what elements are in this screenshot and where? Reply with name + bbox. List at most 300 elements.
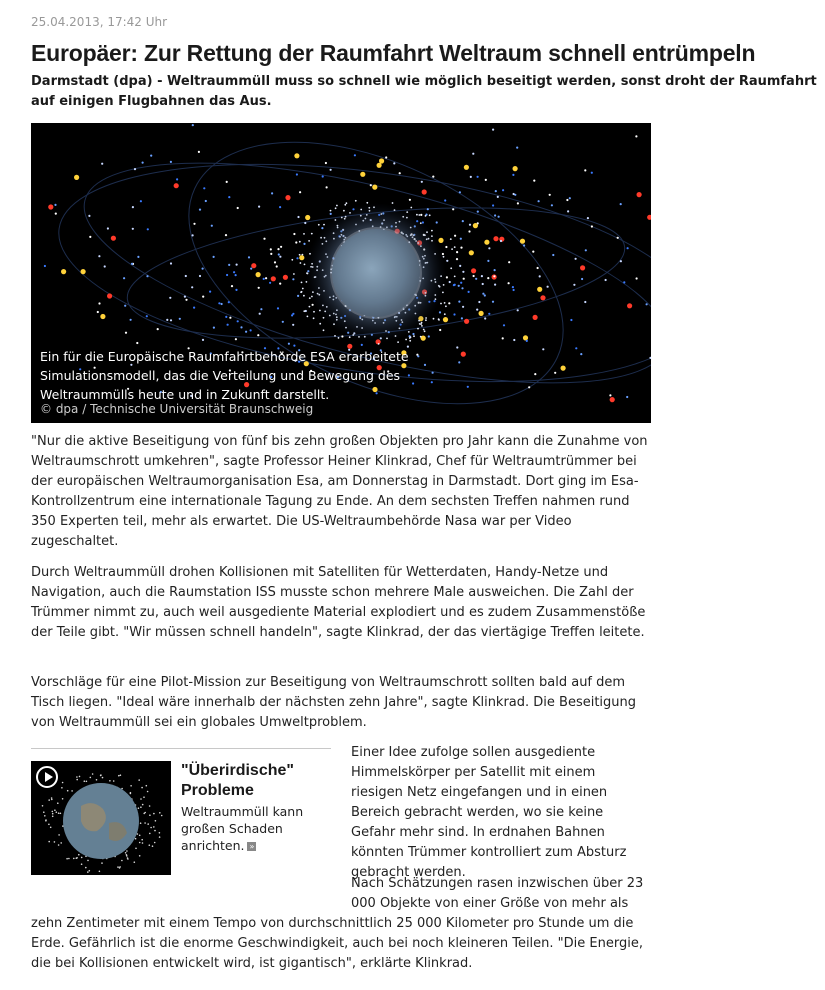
debris-dot bbox=[225, 316, 227, 318]
debris-dot bbox=[85, 867, 87, 869]
debris-dot bbox=[481, 275, 483, 277]
debris-dot bbox=[456, 346, 458, 348]
debris-dot bbox=[487, 260, 489, 262]
debris-dot bbox=[461, 352, 466, 357]
debris-dot bbox=[469, 250, 474, 255]
debris-dot bbox=[372, 185, 377, 190]
debris-dot bbox=[102, 777, 104, 779]
debris-dot bbox=[575, 347, 577, 349]
debris-dot bbox=[111, 236, 116, 241]
debris-dot bbox=[159, 832, 161, 834]
debris-dot bbox=[154, 842, 156, 844]
article-date: 25.04.2013, 17:42 Uhr bbox=[31, 15, 168, 29]
play-icon[interactable] bbox=[36, 766, 58, 788]
debris-dot bbox=[300, 262, 302, 264]
debris-dot bbox=[135, 848, 137, 850]
debris-dot bbox=[461, 317, 463, 319]
debris-dot bbox=[296, 257, 298, 259]
debris-dot bbox=[142, 804, 144, 806]
debris-dot bbox=[392, 202, 394, 204]
debris-dot bbox=[78, 854, 80, 856]
debris-dot bbox=[291, 314, 293, 316]
debris-dot bbox=[533, 180, 535, 182]
debris-dot bbox=[444, 302, 446, 304]
debris-dot bbox=[134, 168, 136, 170]
debris-dot bbox=[591, 172, 593, 174]
debris-dot bbox=[101, 163, 103, 165]
debris-dot bbox=[540, 295, 545, 300]
debris-dot bbox=[636, 277, 638, 279]
debris-dot bbox=[570, 319, 572, 321]
debris-dot bbox=[127, 858, 129, 860]
debris-dot bbox=[502, 189, 504, 191]
debris-dot bbox=[427, 208, 429, 210]
debris-dot bbox=[526, 340, 528, 342]
debris-dot bbox=[323, 224, 325, 226]
debris-dot bbox=[494, 269, 496, 271]
debris-dot bbox=[438, 238, 443, 243]
debris-dot bbox=[581, 278, 583, 280]
debris-dot bbox=[326, 186, 328, 188]
debris-dot bbox=[81, 863, 83, 865]
debris-dot bbox=[159, 836, 161, 838]
debris-dot bbox=[585, 249, 587, 251]
debris-dot bbox=[193, 223, 195, 225]
debris-dot bbox=[295, 241, 297, 243]
debris-dot bbox=[418, 214, 420, 216]
debris-dot bbox=[421, 181, 423, 183]
debris-dot bbox=[393, 162, 395, 164]
debris-dot bbox=[646, 303, 648, 305]
debris-dot bbox=[185, 299, 187, 301]
debris-dot bbox=[323, 329, 325, 331]
debris-dot bbox=[51, 799, 53, 801]
image-credit: © dpa / Technische Universität Braunschweig bbox=[40, 402, 314, 416]
debris-dot bbox=[516, 147, 518, 149]
debris-dot bbox=[477, 176, 479, 178]
debris-dot bbox=[444, 199, 446, 201]
debris-dot bbox=[304, 264, 306, 266]
debris-dot bbox=[43, 811, 45, 813]
debris-dot bbox=[120, 774, 122, 776]
debris-dot bbox=[170, 161, 172, 163]
debris-dot bbox=[81, 857, 83, 859]
debris-dot bbox=[469, 224, 471, 226]
debris-dot bbox=[121, 860, 123, 862]
article-paragraph-continued: zehn Zentimeter mit einem Tempo von durchschnittlich 25 000 Kilometer pro Stunde um die Erde. Gefährlich ist die enorme Geschwindigkeit, auch bei noch kleineren Teilen. "Die Energie, die bei Kollisionen entwickelt wird, ist gigantisch", erklärte Klinkrad. bbox=[31, 916, 643, 971]
debris-dot bbox=[62, 798, 64, 800]
debris-dot bbox=[551, 204, 553, 206]
debris-dot bbox=[52, 816, 54, 818]
debris-dot bbox=[213, 327, 215, 329]
debris-dot bbox=[454, 235, 456, 237]
debris-dot bbox=[307, 316, 309, 318]
debris-dot bbox=[245, 331, 247, 333]
debris-dot bbox=[464, 165, 469, 170]
debris-dot bbox=[299, 254, 301, 256]
debris-dot bbox=[520, 239, 525, 244]
image-caption: Ein für die Europäische Raumfahrtbehörde ESA erarbeitete Simulationsmodell, das die Verteilung und Bewegung des Weltraummülls heute und in Zukunft darstellt. bbox=[40, 349, 409, 402]
debris-dot bbox=[462, 306, 464, 308]
debris-dot bbox=[534, 373, 536, 375]
debris-dot bbox=[537, 287, 542, 292]
debris-dot bbox=[199, 275, 201, 277]
debris-dot bbox=[458, 301, 460, 303]
debris-dot bbox=[301, 291, 303, 293]
debris-dot bbox=[237, 320, 239, 322]
debris-dot bbox=[399, 172, 401, 174]
debris-dot bbox=[126, 850, 128, 852]
video-teaser-thumbnail[interactable] bbox=[31, 761, 171, 875]
debris-dot bbox=[336, 205, 338, 207]
debris-dot bbox=[279, 283, 281, 285]
debris-dot bbox=[73, 858, 75, 860]
debris-dot bbox=[60, 842, 62, 844]
debris-dot bbox=[99, 871, 101, 873]
debris-dot bbox=[66, 858, 68, 860]
debris-dot bbox=[227, 324, 229, 326]
debris-dot bbox=[432, 176, 434, 178]
debris-dot bbox=[605, 279, 607, 281]
debris-dot bbox=[301, 282, 303, 284]
teaser-text[interactable] bbox=[181, 803, 331, 854]
debris-dot bbox=[146, 275, 148, 277]
article-lead: Darmstadt (dpa) - Weltraummüll muss so schnell wie möglich beseitigt werden, sonst droht der Raumfahrt auf einigen Flugbahnen das Aus. bbox=[31, 74, 817, 109]
debris-dot bbox=[513, 166, 518, 171]
debris-dot bbox=[48, 799, 50, 801]
debris-dot bbox=[228, 301, 230, 303]
debris-dot bbox=[303, 310, 305, 312]
debris-dot bbox=[569, 197, 571, 199]
debris-dot bbox=[269, 282, 271, 284]
debris-dot bbox=[344, 204, 346, 206]
debris-dot bbox=[428, 335, 430, 337]
debris-dot bbox=[462, 271, 464, 273]
debris-dot bbox=[179, 318, 181, 320]
debris-dot bbox=[233, 271, 235, 273]
debris-dot bbox=[484, 317, 486, 319]
debris-dot bbox=[299, 241, 301, 243]
debris-dot bbox=[153, 813, 155, 815]
debris-dot bbox=[231, 285, 233, 287]
debris-dot bbox=[330, 169, 332, 171]
debris-dot bbox=[378, 343, 380, 345]
debris-dot bbox=[422, 189, 427, 194]
debris-dot bbox=[446, 260, 448, 262]
debris-dot bbox=[211, 225, 213, 227]
teaser-description: Weltraummüll kann großen Schaden anrichten. bbox=[181, 804, 304, 853]
debris-dot bbox=[584, 301, 586, 303]
hero-image[interactable] bbox=[31, 123, 651, 423]
debris-dot bbox=[532, 251, 534, 253]
debris-dot bbox=[512, 174, 514, 176]
debris-dot bbox=[55, 213, 57, 215]
debris-dot bbox=[288, 343, 290, 345]
debris-dot bbox=[205, 200, 207, 202]
debris-dot bbox=[311, 233, 313, 235]
debris-dot bbox=[132, 228, 134, 230]
debris-dot bbox=[334, 335, 336, 337]
debris-dot bbox=[460, 238, 462, 240]
debris-dot bbox=[552, 254, 554, 256]
debris-dot bbox=[84, 780, 86, 782]
debris-dot bbox=[309, 306, 311, 308]
debris-dot bbox=[174, 183, 179, 188]
debris-dot bbox=[119, 866, 121, 868]
article-paragraph: Nach Schätzungen rasen inzwischen über 23 000 Objekte von einer Größe von mehr als bbox=[351, 876, 644, 911]
debris-dot bbox=[302, 288, 304, 290]
debris-dot bbox=[136, 342, 138, 344]
debris-dot bbox=[446, 276, 448, 278]
debris-dot bbox=[416, 214, 418, 216]
debris-dot bbox=[263, 238, 265, 240]
debris-dot bbox=[325, 162, 327, 164]
debris-dot bbox=[420, 214, 422, 216]
debris-dot bbox=[279, 206, 281, 208]
debris-dot bbox=[57, 802, 59, 804]
debris-dot bbox=[304, 222, 306, 224]
debris-dot bbox=[440, 303, 442, 305]
debris-dot bbox=[139, 835, 141, 837]
debris-dot bbox=[493, 236, 498, 241]
debris-dot bbox=[143, 796, 145, 798]
debris-dot bbox=[257, 334, 259, 336]
debris-dot bbox=[297, 295, 299, 297]
debris-dot bbox=[131, 263, 133, 265]
debris-dot bbox=[485, 179, 487, 181]
debris-dot bbox=[542, 348, 544, 350]
debris-dot bbox=[139, 842, 141, 844]
debris-dot bbox=[303, 243, 305, 245]
debris-dot bbox=[117, 866, 119, 868]
debris-dot bbox=[294, 153, 299, 158]
debris-dot bbox=[130, 793, 132, 795]
debris-dot bbox=[620, 260, 622, 262]
debris-dot bbox=[54, 204, 56, 206]
debris-dot bbox=[50, 827, 52, 829]
debris-dot bbox=[134, 861, 136, 863]
teaser-title[interactable]: "Überirdische" Probleme bbox=[181, 762, 294, 799]
debris-dot bbox=[143, 813, 145, 815]
debris-dot bbox=[135, 838, 137, 840]
debris-dot bbox=[461, 287, 463, 289]
debris-dot bbox=[488, 313, 490, 315]
debris-dot bbox=[274, 261, 276, 263]
debris-dot bbox=[385, 156, 387, 158]
debris-dot bbox=[575, 258, 577, 260]
debris-dot bbox=[409, 199, 411, 201]
debris-dot bbox=[98, 302, 100, 304]
debris-dot bbox=[139, 855, 141, 857]
debris-dot bbox=[98, 255, 100, 257]
debris-dot bbox=[138, 807, 140, 809]
earth-haze bbox=[330, 227, 422, 319]
debris-dot bbox=[150, 827, 152, 829]
debris-dot bbox=[456, 258, 458, 260]
article-title: Europäer: Zur Rettung der Raumfahrt Weltraum schnell entrümpeln bbox=[31, 40, 756, 66]
debris-dot bbox=[293, 233, 295, 235]
debris-dot bbox=[484, 294, 486, 296]
debris-dot bbox=[61, 787, 63, 789]
debris-dot bbox=[278, 253, 280, 255]
debris-dot bbox=[76, 776, 78, 778]
debris-dot bbox=[48, 841, 50, 843]
debris-dot bbox=[297, 216, 299, 218]
debris-dot bbox=[137, 256, 139, 258]
debris-dot bbox=[54, 809, 56, 811]
debris-dot bbox=[302, 254, 304, 256]
debris-dot bbox=[433, 318, 435, 320]
debris-dot bbox=[319, 323, 321, 325]
debris-dot bbox=[429, 214, 431, 216]
debris-dot bbox=[512, 286, 514, 288]
debris-dot bbox=[591, 225, 593, 227]
debris-dot bbox=[235, 289, 237, 291]
debris-dot bbox=[150, 155, 152, 157]
debris-dot bbox=[250, 329, 252, 331]
debris-dot bbox=[493, 275, 495, 277]
debris-dot bbox=[51, 797, 53, 799]
debris-dot bbox=[71, 790, 73, 792]
debris-dot bbox=[81, 269, 86, 274]
debris-dot bbox=[567, 210, 569, 212]
debris-dot bbox=[124, 305, 126, 307]
debris-dot bbox=[346, 202, 348, 204]
debris-dot bbox=[617, 237, 619, 239]
debris-dot bbox=[213, 256, 215, 258]
debris-dot bbox=[170, 319, 172, 321]
debris-dot bbox=[132, 206, 134, 208]
debris-dot bbox=[202, 296, 204, 298]
debris-dot bbox=[443, 317, 448, 322]
debris-dot bbox=[637, 192, 642, 197]
debris-dot bbox=[450, 267, 452, 269]
debris-dot bbox=[478, 301, 480, 303]
debris-dot bbox=[410, 207, 412, 209]
debris-dot bbox=[221, 303, 223, 305]
teaser-divider bbox=[31, 748, 331, 749]
debris-dot bbox=[438, 318, 440, 320]
double-chevron-right-icon[interactable]: » bbox=[247, 842, 256, 851]
debris-dot bbox=[484, 240, 489, 245]
debris-dot bbox=[140, 200, 142, 202]
debris-dot bbox=[410, 336, 412, 338]
debris-dot bbox=[161, 815, 163, 817]
debris-dot bbox=[152, 845, 154, 847]
debris-dot bbox=[291, 259, 293, 261]
debris-dot bbox=[149, 805, 151, 807]
debris-dot bbox=[285, 195, 290, 200]
debris-dot bbox=[299, 191, 301, 193]
debris-dot bbox=[109, 780, 111, 782]
debris-dot bbox=[54, 841, 56, 843]
debris-dot bbox=[537, 267, 539, 269]
debris-dot bbox=[370, 184, 372, 186]
debris-dot bbox=[308, 240, 310, 242]
debris-dot bbox=[492, 204, 494, 206]
debris-dot bbox=[409, 340, 411, 342]
debris-dot bbox=[74, 175, 79, 180]
debris-dot bbox=[539, 275, 541, 277]
debris-dot bbox=[453, 284, 455, 286]
debris-dot bbox=[620, 203, 622, 205]
debris-dot bbox=[225, 234, 227, 236]
debris-dot bbox=[517, 202, 519, 204]
debris-dot bbox=[436, 221, 438, 223]
debris-dot bbox=[141, 839, 143, 841]
debris-dot bbox=[283, 275, 288, 280]
debris-dot bbox=[58, 812, 60, 814]
debris-dot bbox=[229, 317, 231, 319]
debris-dot bbox=[113, 780, 115, 782]
article-paragraph: "Nur die aktive Beseitigung von fünf bis zehn großen Objekten pro Jahr kann die Zunahme von Weltraumschrott umkehren", sagte Professor Heiner Klinkrad, Chef für Weltraumtrümmer bei der europäischen Weltraumorganisation Esa, am Donnerstag in Darmstadt. Dort ging im Esa-Kontrollzentrum eine internationale Tagung zu Ende. An dem sechsten Treffen nahmen rund 350 Experten teil, mehr als erwartet. Die US-Weltraumbehörde Nasa war per Video zugeschaltet. bbox=[31, 434, 648, 549]
debris-dot bbox=[482, 293, 484, 295]
debris-dot bbox=[523, 244, 525, 246]
debris-dot bbox=[250, 268, 252, 270]
debris-dot bbox=[361, 344, 363, 346]
debris-dot bbox=[228, 264, 230, 266]
debris-dot bbox=[203, 187, 205, 189]
debris-dot bbox=[313, 311, 315, 313]
debris-dot bbox=[549, 194, 551, 196]
debris-dot bbox=[580, 353, 582, 355]
debris-dot bbox=[538, 200, 540, 202]
debris-dot bbox=[271, 276, 276, 281]
debris-dot bbox=[473, 275, 475, 277]
debris-dot bbox=[76, 857, 78, 859]
debris-dot bbox=[67, 790, 69, 792]
debris-dot bbox=[209, 291, 211, 293]
debris-dot bbox=[90, 777, 92, 779]
debris-dot bbox=[475, 278, 477, 280]
debris-dot bbox=[89, 236, 91, 238]
debris-dot bbox=[277, 248, 279, 250]
debris-dot bbox=[140, 806, 142, 808]
debris-dot bbox=[130, 319, 132, 321]
debris-dot bbox=[513, 339, 515, 341]
debris-dot bbox=[126, 855, 128, 857]
debris-dot bbox=[462, 220, 464, 222]
debris-dot bbox=[251, 263, 256, 268]
debris-dot bbox=[140, 822, 142, 824]
debris-dot bbox=[226, 274, 228, 276]
debris-dot bbox=[88, 215, 90, 217]
debris-dot bbox=[157, 328, 159, 330]
article-paragraph: Einer Idee zufolge sollen ausgediente Himmelskörper per Satellit mit einem riesigen Netz eingefangen und in einen Bereich gebracht werden, wo sie keine Gefahr mehr sind. In erdnahen Bahnen könnten Trümmer kontrolliert zum Absturz gebracht werden. bbox=[351, 745, 627, 880]
debris-dot bbox=[263, 278, 265, 280]
debris-dot bbox=[379, 158, 384, 163]
debris-dot bbox=[627, 303, 632, 308]
debris-dot bbox=[154, 830, 156, 832]
debris-dot bbox=[100, 775, 102, 777]
debris-dot bbox=[424, 330, 426, 332]
debris-dot bbox=[445, 246, 447, 248]
debris-dot bbox=[303, 295, 305, 297]
debris-dot bbox=[265, 277, 267, 279]
debris-dot bbox=[149, 844, 151, 846]
debris-dot bbox=[492, 129, 494, 131]
debris-dot bbox=[277, 307, 279, 309]
debris-dot bbox=[218, 302, 220, 304]
debris-dot bbox=[561, 366, 566, 371]
debris-dot bbox=[366, 202, 368, 204]
debris-dot bbox=[79, 776, 81, 778]
article-paragraph: Durch Weltraummüll drohen Kollisionen mit Satelliten für Wetterdaten, Handy-Netze und Navigation, auch die Raumstation ISS musste schon mehrere Male ausweichen. Die Zahl der Trümmer nimmt zu, auch weil ausgediente Material explodiert und es zudem Zusammenstöße der Teile gibt. "Wir müssen schnell handeln", sagte Klinkrad, der das viertägige Treffen leitete. bbox=[31, 565, 646, 640]
debris-dot bbox=[580, 265, 585, 270]
debris-dot bbox=[240, 326, 242, 328]
debris-dot bbox=[279, 256, 281, 258]
debris-dot bbox=[68, 858, 70, 860]
